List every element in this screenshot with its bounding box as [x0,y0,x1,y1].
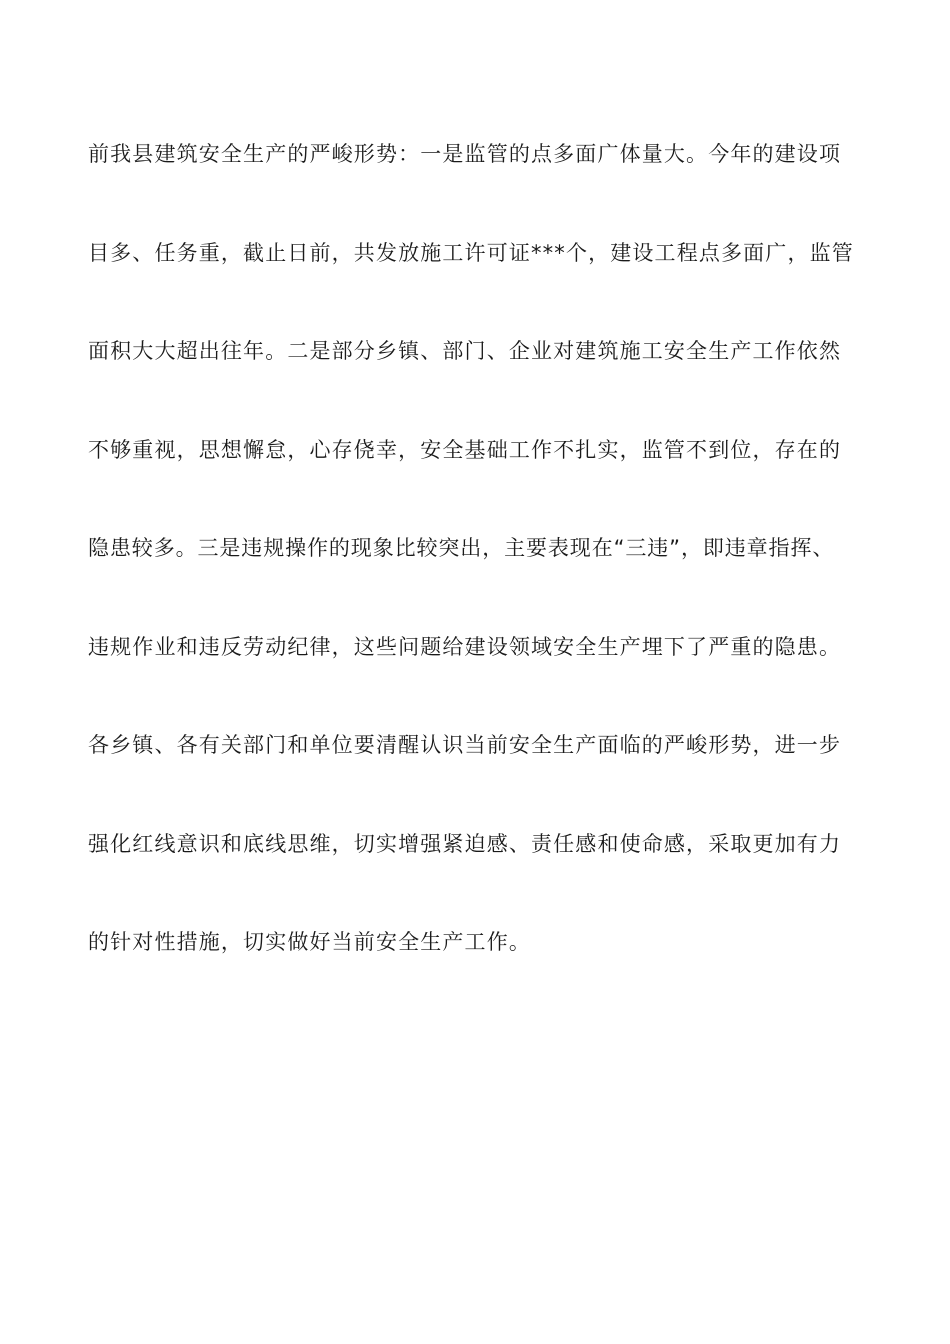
text-line: 各乡镇、各有关部门和单位要清醒认识当前安全生产面临的严峻形势，进一步 [88,733,842,757]
text-line: 面积大大超出往年。二是部分乡镇、部门、企业对建筑施工安全生产工作依然 [88,339,842,363]
text-line: 前我县建筑安全生产的严峻形势：一是监管的点多面广体量大。今年的建设项 [88,142,842,166]
text-line: 隐患较多。三是违规操作的现象比较突出，主要表现在“三违”，即违章指挥、 [88,536,835,560]
body-text [88,136,888,1023]
text-line: 不够重视，思想懈怠，心存侥幸，安全基础工作不扎实，监管不到位，存在的 [88,437,842,462]
text-line: 的针对性措施，切实做好当前安全生产工作。 [88,930,531,954]
text-line: 强化红线意识和底线思维，切实增强紧迫感、责任感和使命感，采取更加有力 [88,831,842,856]
text-line: 违规作业和违反劳动纪律，这些问题给建设领域安全生产埋下了严重的隐患。 [88,634,842,659]
text-line: 目多、任务重，截止日前，共发放施工许可证***个，建设工程点多面广，监管 [88,240,854,265]
